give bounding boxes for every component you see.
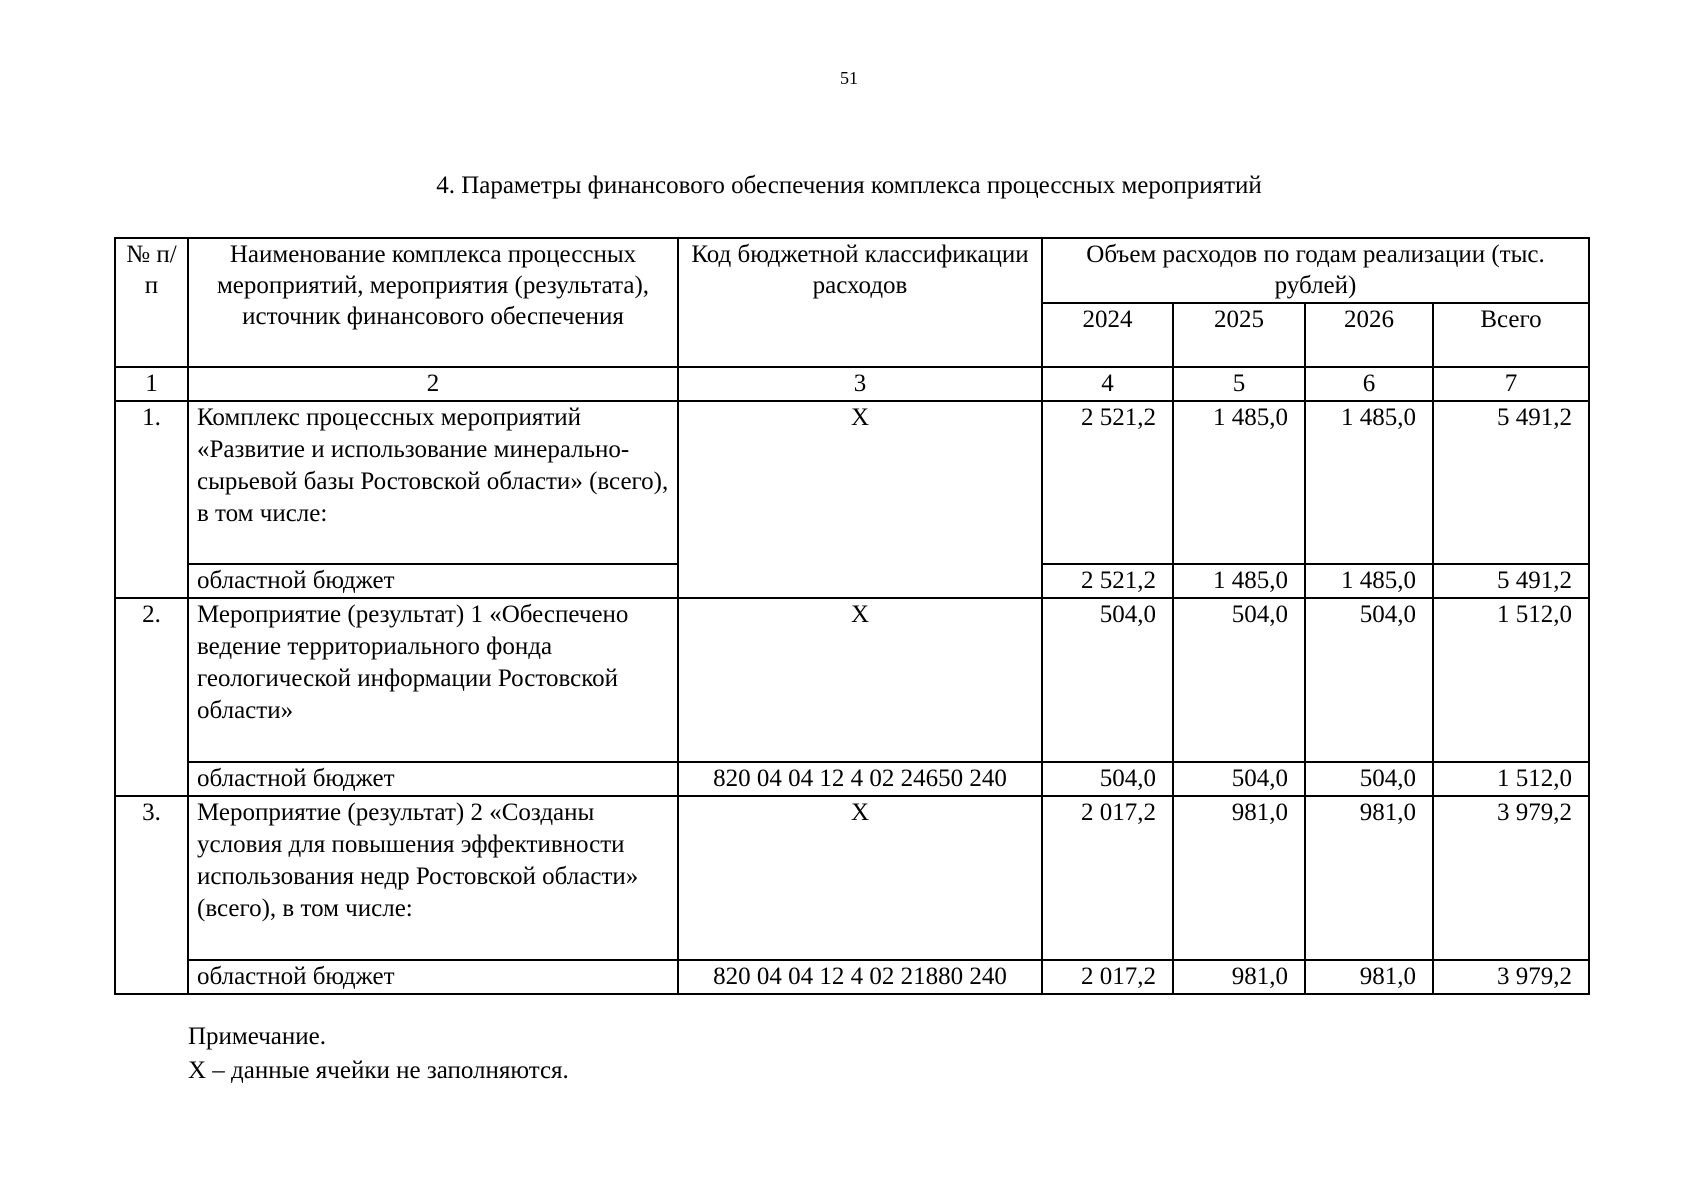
header-total: Всего [1433,303,1589,367]
column-number: 1 [115,367,188,401]
subrow-value-2026: 504,0 [1305,762,1433,796]
financing-table [114,237,1590,995]
subrow-source: областной бюджет [188,960,678,994]
row-code: X [678,401,1042,598]
column-number: 2 [188,367,678,401]
row-value-total: 3 979,2 [1433,796,1589,960]
row-number: 3. [115,796,188,994]
subrow-value-total: 1 512,0 [1433,762,1589,796]
row-value-2024: 504,0 [1042,598,1173,762]
column-number: 7 [1433,367,1589,401]
row-value-total: 5 491,2 [1433,401,1589,564]
row-value-total: 1 512,0 [1433,598,1589,762]
header-year-2026: 2026 [1305,303,1433,367]
row-number: 2. [115,598,188,796]
row-value-2024: 2 017,2 [1042,796,1173,960]
subrow-value-total: 5 491,2 [1433,564,1589,598]
header-year-2024: 2024 [1042,303,1173,367]
subrow-value-total: 3 979,2 [1433,960,1589,994]
row-code: X [678,796,1042,960]
note [188,1020,569,1088]
row-name: Мероприятие (результат) 1 «Обеспечено ведение территориального фонда геологической информации Ростовской области» [188,598,678,762]
subrow-source: областной бюджет [188,564,678,598]
row-name: Комплекс процессных мероприятий «Развитие и использование минерально-сырьевой базы Ростовской области» (всего), в том числе: [188,401,678,564]
table-row [115,598,1589,762]
row-value-2024: 2 521,2 [1042,401,1173,564]
column-number: 6 [1305,367,1433,401]
subrow-value-2025: 504,0 [1173,762,1305,796]
row-value-2026: 981,0 [1305,796,1433,960]
header-num: № п/п [115,238,188,367]
subrow-value-2026: 1 485,0 [1305,564,1433,598]
header-code: Код бюджетной классификации расходов [678,238,1042,367]
header-volume: Объем расходов по годам реализации (тыс. рублей) [1042,238,1589,303]
table-row [115,796,1589,960]
section-title: 4. Параметры финансового обеспечения комплекса процессных мероприятий [436,172,1262,199]
column-number: 4 [1042,367,1173,401]
note-heading: Примечание. [188,1023,327,1050]
subrow-value-2024: 2 521,2 [1042,564,1173,598]
row-number: 1. [115,401,188,598]
row-value-2026: 1 485,0 [1305,401,1433,564]
subrow-value-2026: 981,0 [1305,960,1433,994]
subrow-code: 820 04 04 12 4 02 24650 240 [678,762,1042,796]
column-number: 3 [678,367,1042,401]
row-value-2025: 1 485,0 [1173,401,1305,564]
row-value-2025: 981,0 [1173,796,1305,960]
table-subrow [115,762,1589,796]
table-subrow [115,960,1589,994]
subrow-value-2024: 2 017,2 [1042,960,1173,994]
row-value-2025: 504,0 [1173,598,1305,762]
column-number: 5 [1173,367,1305,401]
header-name: Наименование комплекса процессных мероприятий, мероприятия (результата), источник финансового обеспечения [188,238,678,367]
page-number: 51 [840,68,858,88]
row-value-2026: 504,0 [1305,598,1433,762]
column-number-row [115,367,1589,401]
row-code: X [678,598,1042,762]
header-year-2025: 2025 [1173,303,1305,367]
row-name: Мероприятие (результат) 2 «Созданы условия для повышения эффективности использования недр Ростовской области» (всего), в том числе: [188,796,678,960]
subrow-value-2025: 1 485,0 [1173,564,1305,598]
subrow-source: областной бюджет [188,762,678,796]
table-row [115,401,1589,564]
subrow-code: 820 04 04 12 4 02 21880 240 [678,960,1042,994]
note-text: Х – данные ячейки не заполняются. [188,1057,569,1084]
subrow-value-2024: 504,0 [1042,762,1173,796]
subrow-value-2025: 981,0 [1173,960,1305,994]
